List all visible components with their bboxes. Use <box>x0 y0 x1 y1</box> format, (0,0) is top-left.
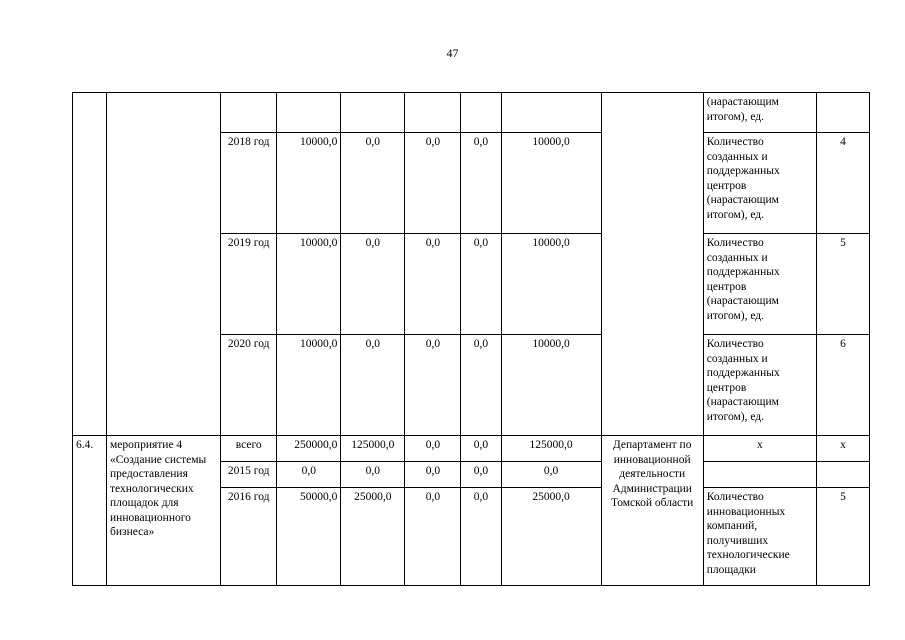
federal-cell: 0,0 <box>341 335 405 436</box>
local-cell: 0,0 <box>461 133 501 234</box>
total-cell <box>277 93 341 133</box>
year-cell: 2016 год <box>221 488 277 586</box>
measure-name-cell <box>107 93 221 436</box>
federal-cell: 0,0 <box>341 234 405 335</box>
indicator-cell: Количество созданных и поддержанных центров (нарастающим итогом), ед. <box>703 335 816 436</box>
other-cell: 10000,0 <box>501 234 601 335</box>
other-cell: 25000,0 <box>501 488 601 586</box>
page-number: 47 <box>446 46 459 60</box>
year-cell: 2018 год <box>221 133 277 234</box>
regional-cell: 0,0 <box>405 488 461 586</box>
total-cell: 250000,0 <box>277 436 341 462</box>
year-cell: 2019 год <box>221 234 277 335</box>
local-cell: 0,0 <box>461 436 501 462</box>
other-cell: 10000,0 <box>501 335 601 436</box>
federal-cell: 25000,0 <box>341 488 405 586</box>
table-row <box>73 436 870 462</box>
year-cell: 2015 год <box>221 462 277 488</box>
executor-cell <box>601 93 703 436</box>
federal-cell: 0,0 <box>341 462 405 488</box>
federal-cell: 125000,0 <box>341 436 405 462</box>
local-cell: 0,0 <box>461 335 501 436</box>
total-cell: 10000,0 <box>277 133 341 234</box>
regional-cell: 0,0 <box>405 335 461 436</box>
measure-number: 6.4. <box>73 436 107 586</box>
executor: Департамент по инновационной деятельности Администрации Томской области <box>601 436 703 586</box>
regional-cell: 0,0 <box>405 436 461 462</box>
indicator-cell: Количество созданных и поддержанных центров (нарастающим итогом), ед. <box>703 133 816 234</box>
indicator-cell: Количество созданных и поддержанных центров (нарастающим итогом), ед. <box>703 234 816 335</box>
total-cell: 10000,0 <box>277 335 341 436</box>
value-cell: 6 <box>816 335 869 436</box>
value-cell: 5 <box>816 488 869 586</box>
federal-cell: 0,0 <box>341 133 405 234</box>
local-cell: 0,0 <box>461 234 501 335</box>
regional-cell: 0,0 <box>405 234 461 335</box>
value-cell <box>816 462 869 488</box>
local-cell: 0,0 <box>461 462 501 488</box>
local-cell: 0,0 <box>461 488 501 586</box>
indicator-cell: x <box>703 436 816 462</box>
total-cell: 10000,0 <box>277 234 341 335</box>
year-cell: 2020 год <box>221 335 277 436</box>
year-cell: всего <box>221 436 277 462</box>
indicator-cell: (нарастающим итогом), ед. <box>703 93 816 133</box>
program-table <box>72 92 870 586</box>
regional-cell: 0,0 <box>405 133 461 234</box>
table-row <box>73 93 870 133</box>
value-cell: 5 <box>816 234 869 335</box>
total-cell: 50000,0 <box>277 488 341 586</box>
value-cell <box>816 93 869 133</box>
regional-cell <box>405 93 461 133</box>
other-cell: 125000,0 <box>501 436 601 462</box>
other-cell: 10000,0 <box>501 133 601 234</box>
regional-cell: 0,0 <box>405 462 461 488</box>
value-cell: 4 <box>816 133 869 234</box>
other-cell <box>501 93 601 133</box>
local-cell <box>461 93 501 133</box>
other-cell: 0,0 <box>501 462 601 488</box>
indicator-cell <box>703 462 816 488</box>
measure-name: мероприятие 4 «Создание системы предоставления технологических площадок для инновационного бизнеса» <box>107 436 221 586</box>
value-cell: x <box>816 436 869 462</box>
number-cell <box>73 93 107 436</box>
total-cell: 0,0 <box>277 462 341 488</box>
federal-cell <box>341 93 405 133</box>
indicator-cell: Количество инновационных компаний, получивших технологические площадки <box>703 488 816 586</box>
year-cell <box>221 93 277 133</box>
